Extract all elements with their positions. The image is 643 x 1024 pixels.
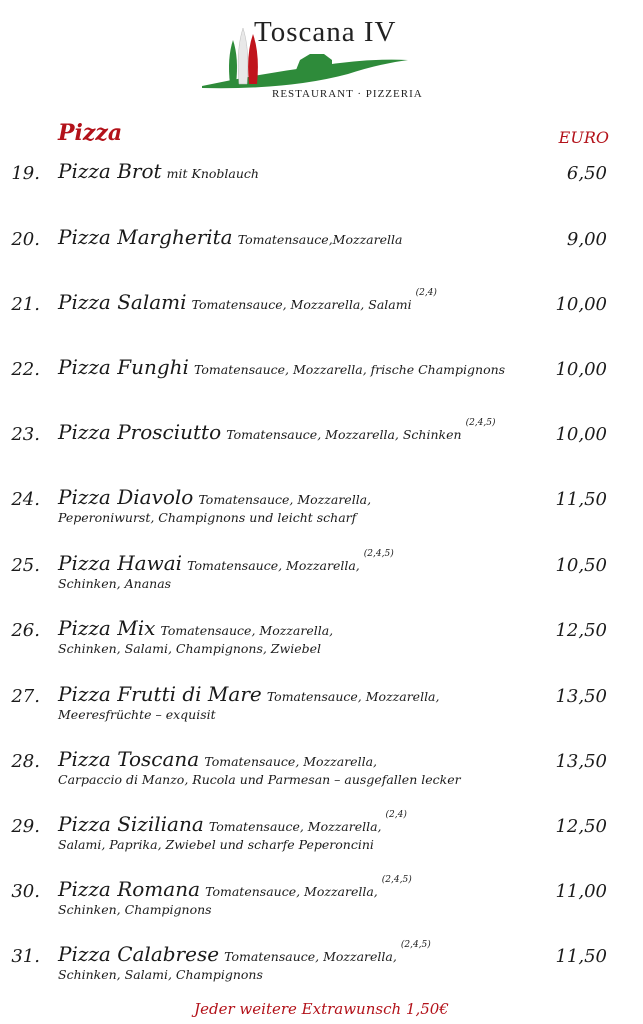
item-number: 23. — [11, 424, 40, 445]
item-number: 29. — [11, 816, 40, 837]
item-name: Pizza Hawai — [58, 551, 183, 575]
item-name: Pizza Romana — [58, 877, 201, 901]
item-name: Pizza Mix — [58, 616, 156, 640]
item-price: 10,50 — [555, 555, 607, 576]
item-price: 11,50 — [555, 946, 607, 967]
item-number: 31. — [11, 946, 40, 967]
item-description-line2: Carpaccio di Manzo, Rucola und Parmesan – ausgefallen lecker — [58, 772, 461, 787]
item-description: Tomatensauce,Mozzarella — [237, 232, 403, 247]
item-description: Tomatensauce, Mozzarella, — [224, 949, 397, 964]
item-description: Tomatensauce, Mozzarella, — [266, 689, 440, 704]
menu-item — [0, 159, 643, 223]
item-price: 12,50 — [555, 816, 607, 837]
restaurant-logo — [198, 14, 438, 104]
item-number: 25. — [11, 555, 40, 576]
menu-item — [0, 810, 643, 876]
menu-item — [0, 616, 643, 680]
item-allergens: (2,4,5) — [363, 549, 394, 559]
menu-item — [0, 288, 643, 354]
item-name: Pizza Siziliana — [58, 812, 204, 836]
menu-item — [0, 940, 643, 1006]
menu-item — [0, 225, 643, 289]
menu-item — [0, 418, 643, 484]
item-description-line2: Meeresfrüchte – exquisit — [58, 707, 216, 722]
item-description: Tomatensauce, Mozzarella, — [208, 819, 382, 834]
item-description: Tomatensauce, Mozzarella, Salami — [191, 297, 412, 312]
menu-item — [0, 485, 643, 549]
item-allergens: (2,4) — [415, 288, 437, 298]
item-allergens: (2,4,5) — [465, 418, 496, 428]
item-name: Pizza Margherita — [58, 225, 233, 249]
item-number: 26. — [11, 620, 40, 641]
item-description: Tomatensauce, Mozzarella, — [160, 623, 334, 638]
item-allergens: (2,4) — [385, 810, 407, 820]
item-price: 10,00 — [555, 424, 607, 445]
item-number: 19. — [11, 163, 40, 184]
item-name: Pizza Funghi — [58, 355, 189, 379]
item-number: 20. — [11, 229, 40, 250]
item-description-line2: Schinken, Salami, Champignons — [58, 967, 263, 982]
item-name: Pizza Calabrese — [58, 942, 220, 966]
currency-label: EURO — [558, 128, 609, 147]
footer-note: Jeder weitere Extrawunsch 1,50€ — [194, 1000, 449, 1018]
item-allergens: (2,4,5) — [381, 875, 412, 885]
logo-title: Toscana IV — [254, 16, 397, 48]
item-description: Tomatensauce, Mozzarella, — [205, 884, 378, 899]
item-description-line2: Schinken, Champignons — [58, 902, 212, 917]
item-name: Pizza Brot — [58, 159, 162, 183]
item-number: 21. — [11, 294, 40, 315]
item-description: Tomatensauce, Mozzarella, — [198, 492, 372, 507]
item-description-line2: Schinken, Ananas — [58, 576, 172, 591]
item-name: Pizza Diavolo — [58, 485, 194, 509]
item-name: Pizza Toscana — [58, 747, 200, 771]
item-price: 9,00 — [566, 229, 607, 250]
item-description: Tomatensauce, Mozzarella, — [187, 558, 360, 573]
menu-item — [0, 355, 643, 419]
item-description-line2: Peperoniwurst, Champignons und leicht scharf — [58, 510, 357, 525]
item-description: mit Knoblauch — [166, 166, 259, 181]
item-number: 22. — [11, 359, 40, 380]
item-price: 6,50 — [566, 163, 607, 184]
item-allergens: (2,4,5) — [400, 940, 431, 950]
item-price: 10,00 — [555, 294, 607, 315]
item-price: 10,00 — [555, 359, 607, 380]
item-number: 27. — [11, 686, 40, 707]
logo-subtitle: RESTAURANT · PIZZERIA — [272, 88, 423, 100]
menu-item — [0, 682, 643, 746]
item-number: 30. — [11, 881, 40, 902]
item-price: 11,00 — [555, 881, 607, 902]
section-title: Pizza — [58, 120, 123, 146]
item-price: 13,50 — [555, 751, 607, 772]
menu-item — [0, 549, 643, 615]
item-description: Tomatensauce, Mozzarella, Schinken — [226, 427, 462, 442]
item-name: Pizza Salami — [58, 290, 187, 314]
item-price: 12,50 — [555, 620, 607, 641]
item-price: 11,50 — [555, 489, 607, 510]
item-number: 28. — [11, 751, 40, 772]
item-name: Pizza Frutti di Mare — [58, 682, 262, 706]
item-name: Pizza Prosciutto — [58, 420, 222, 444]
item-price: 13,50 — [555, 686, 607, 707]
menu-item — [0, 875, 643, 941]
item-number: 24. — [11, 489, 40, 510]
item-description: Tomatensauce, Mozzarella, frische Champignons — [194, 362, 506, 377]
menu-item — [0, 747, 643, 811]
item-description-line2: Salami, Paprika, Zwiebel und scharfe Peperoncini — [58, 837, 374, 852]
item-description: Tomatensauce, Mozzarella, — [204, 754, 378, 769]
item-description-line2: Schinken, Salami, Champignons, Zwiebel — [58, 641, 321, 656]
